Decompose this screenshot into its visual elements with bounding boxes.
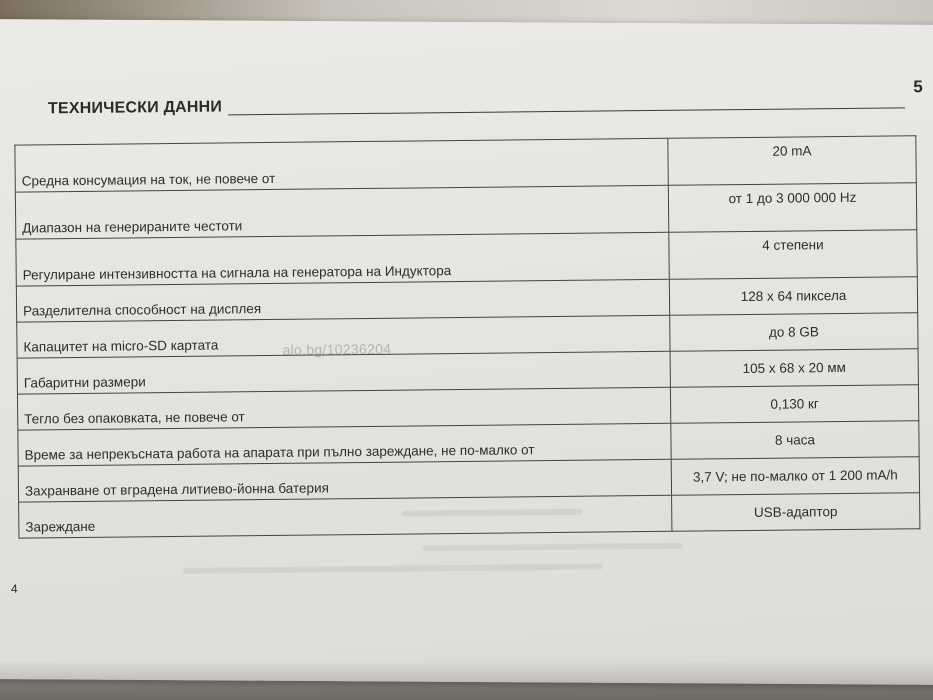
spec-value: 128 x 64 пиксела — [669, 277, 917, 316]
bleed-through-text — [183, 564, 603, 574]
spec-label: Диапазон на генерираните честоти — [15, 185, 668, 239]
watermark: alo.bg/10236204 — [282, 340, 392, 358]
page-title: ТЕХНИЧЕСКИ ДАННИ — [47, 98, 223, 118]
spec-label: Средна консумация на ток, не повече от — [15, 138, 668, 192]
spec-value: 20 mA — [668, 136, 916, 186]
spec-label: Тегло без опаковката, не повече от — [17, 387, 670, 430]
page-number-right: 5 — [913, 77, 923, 97]
heading-row — [47, 77, 923, 124]
spec-label: Габаритни размери — [17, 351, 670, 394]
spec-label: Капацитет на micro-SD картата — [17, 315, 670, 358]
bleed-through-text — [423, 543, 683, 552]
spec-value: от 1 до 3 000 000 Hz — [668, 183, 916, 233]
page-number-left: 4 — [10, 581, 18, 596]
spec-label: Зареждане — [19, 495, 672, 538]
spec-value: USB-адаптор — [672, 493, 920, 532]
spec-value: 4 степени — [669, 230, 917, 280]
spec-value: 8 часа — [671, 421, 919, 460]
heading-underline — [228, 107, 905, 115]
specs-table — [14, 135, 920, 538]
spec-label: Регулиране интензивността на сигнала на генератора на Индуктора — [16, 232, 669, 286]
spec-value: 105 x 68 x 20 мм — [670, 349, 918, 388]
bottom-shadow — [0, 660, 933, 700]
spec-label: Време за непрекъсната работа на апарата при пълно зареждане, не по-малко от — [18, 423, 671, 466]
spec-value: до 8 GB — [670, 313, 918, 352]
spec-label: Разделителна способност на дисплея — [16, 279, 669, 322]
spec-label: Захранване от вградена литиево-йонна батерия — [18, 459, 671, 502]
spec-value: 0,130 кг — [670, 385, 918, 424]
spec-value: 3,7 V; не по-малко от 1 200 mA/h — [671, 457, 919, 496]
